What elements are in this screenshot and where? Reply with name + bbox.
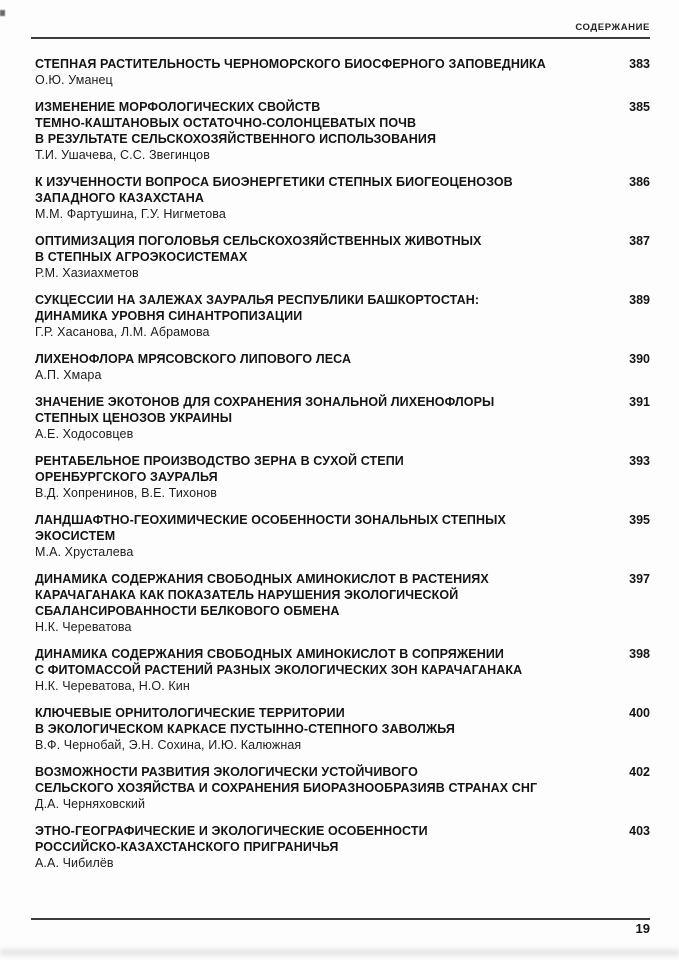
toc-entry [35, 823, 650, 871]
entry-authors: А.А. Чибилёв [35, 856, 114, 870]
entry-title-line: ДИНАМИКА СОДЕРЖАНИЯ СВОБОДНЫХ АМИНОКИСЛОТ В РАСТЕНИЯХ [35, 572, 489, 586]
entry-page-number: 391 [629, 395, 650, 409]
entry-title [35, 292, 595, 324]
entry-title-line: В ЭКОЛОГИЧЕСКОМ КАРКАСЕ ПУСТЫННО-СТЕПНОГО ЗАВОЛЖЬЯ [35, 722, 455, 736]
entry-title [35, 512, 595, 544]
entry-title-line: ЛИХЕНОФЛОРА МРЯСОВСКОГО ЛИПОВОГО ЛЕСА [35, 352, 352, 366]
entry-title [35, 571, 595, 619]
toc-entry [35, 394, 650, 442]
entry-page-number: 383 [629, 57, 650, 71]
entry-title-line: ОРЕНБУРГСКОГО ЗАУРАЛЬЯ [35, 470, 218, 484]
toc-entry [35, 646, 650, 694]
entry-authors: О.Ю. Уманец [35, 73, 113, 87]
entry-authors: В.Д. Хопренинов, В.Е. Тихонов [35, 486, 217, 500]
entry-title-line: ЗНАЧЕНИЕ ЭКОТОНОВ ДЛЯ СОХРАНЕНИЯ ЗОНАЛЬНОЙ ЛИХЕНОФЛОРЫ [35, 395, 495, 409]
entry-title-line: К ИЗУЧЕННОСТИ ВОПРОСА БИОЭНЕРГЕТИКИ СТЕПНЫХ БИОГЕОЦЕНОЗОВ [35, 175, 513, 189]
toc-entry [35, 99, 650, 163]
entry-title-line: КАРАЧАГАНАКА КАК ПОКАЗАТЕЛЬ НАРУШЕНИЯ ЭКОЛОГИЧЕСКОЙ [35, 588, 459, 602]
entry-title-line: ТЕМНО-КАШТАНОВЫХ ОСТАТОЧНО-СОЛОНЦЕВАТЫХ ПОЧВ [35, 116, 417, 130]
entry-title-line: С ФИТОМАССОЙ РАСТЕНИЙ РАЗНЫХ ЭКОЛОГИЧЕСКИХ ЗОН КАРАЧАГАНАКА [35, 663, 523, 677]
toc-entry [35, 233, 650, 281]
entry-authors: М.А. Хрусталева [35, 545, 134, 559]
entry-title-line: ВОЗМОЖНОСТИ РАЗВИТИЯ ЭКОЛОГИЧЕСКИ УСТОЙЧИВОГО [35, 765, 418, 779]
entry-title-line: ЗАПАДНОГО КАЗАХСТАНА [35, 191, 204, 205]
entry-title-line: СТЕПНЫХ ЦЕНОЗОВ УКРАИНЫ [35, 411, 233, 425]
toc-entry [35, 571, 650, 635]
entry-page-number: 385 [629, 100, 650, 114]
entry-authors: М.М. Фартушина, Г.У. Нигметова [35, 207, 226, 221]
entry-title [35, 453, 595, 485]
entry-authors: Д.А. Черняховский [35, 797, 146, 811]
entry-authors: Г.Р. Хасанова, Л.М. Абрамова [35, 325, 210, 339]
entry-title-line: ЭТНО-ГЕОГРАФИЧЕСКИЕ И ЭКОЛОГИЧЕСКИЕ ОСОБЕННОСТИ [35, 824, 428, 838]
entry-title-line: СТЕПНАЯ РАСТИТЕЛЬНОСТЬ ЧЕРНОМОРСКОГО БИОСФЕРНОГО ЗАПОВЕДНИКА [35, 57, 546, 71]
toc-entry [35, 705, 650, 753]
entry-title-line: В СТЕПНЫХ АГРОЭКОСИСТЕМАХ [35, 250, 248, 264]
entry-page-number: 403 [629, 824, 650, 838]
entry-title-line: СБАЛАНСИРОВАННОСТИ БЕЛКОВОГО ОБМЕНА [35, 604, 340, 618]
entry-page-number: 400 [629, 706, 650, 720]
entry-title-line: ЭКОСИСТЕМ [35, 529, 116, 543]
entry-title [35, 764, 595, 796]
entry-page-number: 395 [629, 513, 650, 527]
entry-title-line: РЕНТАБЕЛЬНОЕ ПРОИЗВОДСТВО ЗЕРНА В СУХОЙ СТЕПИ [35, 454, 404, 468]
entry-title-line: СУКЦЕССИИ НА ЗАЛЕЖАХ ЗАУРАЛЬЯ РЕСПУБЛИКИ БАШКОРТОСТАН: [35, 293, 480, 307]
entry-page-number: 393 [629, 454, 650, 468]
entry-title-line: СЕЛЬСКОГО ХОЗЯЙСТВА И СОХРАНЕНИЯ БИОРАЗНООБРАЗИЯВ СТРАНАХ СНГ [35, 781, 538, 795]
entry-title-line: ДИНАМИКА СОДЕРЖАНИЯ СВОБОДНЫХ АМИНОКИСЛОТ В СОПРЯЖЕНИИ [35, 647, 505, 661]
toc-entry [35, 351, 650, 383]
entry-title-line: РОССИЙСКО-КАЗАХСТАНСКОГО ПРИГРАНИЧЬЯ [35, 840, 339, 854]
entry-title-line: КЛЮЧЕВЫЕ ОРНИТОЛОГИЧЕСКИЕ ТЕРРИТОРИИ [35, 706, 345, 720]
entry-page-number: 398 [629, 647, 650, 661]
toc-entry [35, 56, 650, 88]
entry-title [35, 56, 595, 72]
entry-authors: А.Е. Ходосовцев [35, 427, 134, 441]
entry-title [35, 233, 595, 265]
entry-title-line: В РЕЗУЛЬТАТЕ СЕЛЬСКОХОЗЯЙСТВЕННОГО ИСПОЛЬЗОВАНИЯ [35, 132, 437, 146]
entry-authors: А.П. Хмара [35, 368, 102, 382]
toc-entry [35, 764, 650, 812]
entry-title [35, 705, 595, 737]
entry-title [35, 646, 595, 678]
entry-title-line: ОПТИМИЗАЦИЯ ПОГОЛОВЬЯ СЕЛЬСКОХОЗЯЙСТВЕННЫХ ЖИВОТНЫХ [35, 234, 482, 248]
entry-page-number: 397 [629, 572, 650, 586]
running-head: СОДЕРЖАНИЕ [575, 22, 650, 33]
entry-authors: Н.К. Череватова, Н.О. Кин [35, 679, 190, 693]
entry-title-line: ЛАНДШАФТНО-ГЕОХИМИЧЕСКИЕ ОСОБЕННОСТИ ЗОНАЛЬНЫХ СТЕПНЫХ [35, 513, 506, 527]
entry-authors: В.Ф. Чернобай, Э.Н. Сохина, И.Ю. Калюжная [35, 738, 302, 752]
scan-corner-artifact [0, 10, 5, 16]
header-rule [31, 37, 650, 39]
entry-page-number: 386 [629, 175, 650, 189]
toc-entry [35, 174, 650, 222]
toc-entry [35, 453, 650, 501]
entry-title [35, 823, 595, 855]
entry-title [35, 99, 595, 147]
entry-page-number: 387 [629, 234, 650, 248]
scan-shadow-band [0, 949, 679, 956]
page-number: 19 [635, 921, 650, 936]
footer-rule [31, 918, 650, 920]
entry-title [35, 351, 595, 367]
toc-entry [35, 512, 650, 560]
entry-title-line: ИЗМЕНЕНИЕ МОРФОЛОГИЧЕСКИХ СВОЙСТВ [35, 100, 321, 114]
entry-title [35, 394, 595, 426]
entry-title [35, 174, 595, 206]
entry-page-number: 390 [629, 352, 650, 366]
entry-page-number: 402 [629, 765, 650, 779]
toc-list [35, 56, 650, 871]
entry-page-number: 389 [629, 293, 650, 307]
entry-authors: Р.М. Хазиахметов [35, 266, 139, 280]
entry-authors: Н.К. Череватова [35, 620, 132, 634]
toc-entry [35, 292, 650, 340]
entry-title-line: ДИНАМИКА УРОВНЯ СИНАНТРОПИЗАЦИИ [35, 309, 303, 323]
entry-authors: Т.И. Ушачева, С.С. Звегинцов [35, 148, 210, 162]
